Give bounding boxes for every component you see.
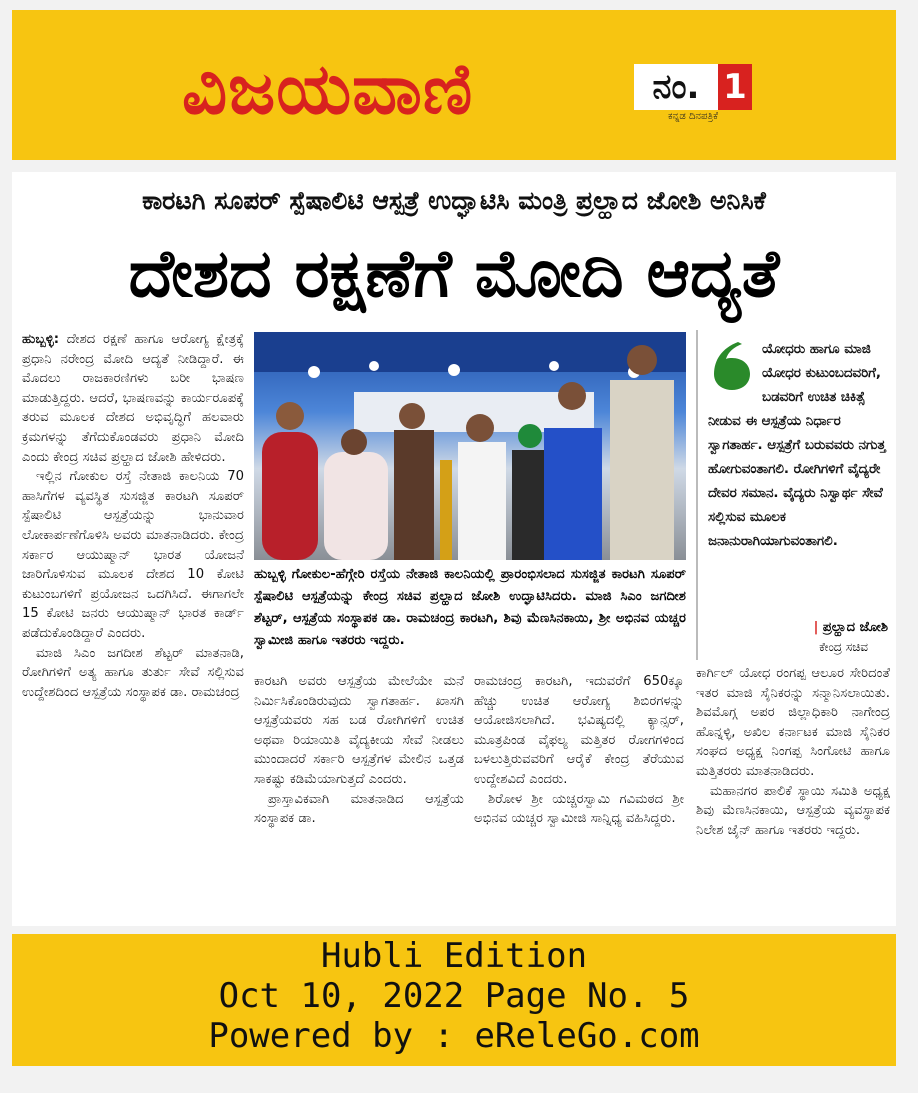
col1-para-2: ಇಲ್ಲಿನ ಗೋಕುಲ ರಸ್ತೆ ನೇತಾಜಿ ಕಾಲನಿಯ 70 ಹಾಸಿಗೆಗಳ ವ್ಯವಸ್ಥಿತ ಸುಸಜ್ಜಿತ ಕಾರಟಗಿ ಸೂಪರ್ ಸ್ಪೆಷಾಲಿಟಿ ಆಸ್ಪತ್ರೆಯನ್ನು ಭಾನುವಾರ ಲೋಕಾರ್ಪಣೆಗೊಳಿಸಿ ಅವರು ಮಾತನಾಡಿದರು. ಕೇಂದ್ರ ಸರ್ಕಾರ ಆಯುಷ್ಮಾನ್ ಭಾರತ ಯೋಜನೆ ಜಾರಿಗೊಳಿಸುವ ಮೂಲಕ ದೇಶದ 10 ಕೋಟಿ ಕುಟುಂಬಗಳಿಗೆ ಪ್ರಯೋಜನ ಒದಗಿಸಿದೆ. ಈಗಾಗಲೇ 15 ಕೋಟಿ ಜನರು ಆಯುಷ್ಮಾನ್ ಭಾರತ ಕಾರ್ಡ್ ಪಡೆದುಕೊಂಡಿದ್ದಾರೆ ಎಂದರು.	[22, 469, 244, 641]
event-photo	[254, 332, 686, 560]
powered-by: Powered by : eReleGo.com	[208, 1016, 700, 1056]
col4-para-1: ಕಾರ್ಗಿಲ್ ಯೋಧ ರಂಗಪ್ಪ ಆಲೂರ ಸೇರಿದಂತೆ ಇತರ ಮಾಜಿ ಸೈನಿಕರನ್ನು ಸನ್ಮಾನಿಸಲಾಯಿತು. ಶಿವಮೊಗ್ಗ ಅಪರ ಜಿಲ್ಲಾಧಿಕಾರಿ ನಾಗೇಂದ್ರ ಹೊನ್ನಳ್ಳಿ, ಅಖಿಲ ಕರ್ನಾಟಕ ಮಾಜಿ ಸೈನಿಕರ ಸಂಘದ ಅಧ್ಯಕ್ಷ ನಿಂಗಪ್ಪ ಸಿಂಗೋಟಿ ಹಾಗೂ ಮತ್ತಿತರರು ಮಾತನಾಡಿದರು.	[696, 666, 890, 779]
col3-para-1: ರಾಮಚಂದ್ರ ಕಾರಟಗಿ, ಇದುವರೆಗೆ 650ಕ್ಕೂ ಹೆಚ್ಚು ಉಚಿತ ಆರೋಗ್ಯ ಶಿಬಿರಗಳನ್ನು ಆಯೋಜಿಸಲಾಗಿದೆ. ಭವಿಷ್ಯದಲ್ಲಿ ಕ್ಯಾನ್ಸರ್, ಮೂತ್ರಪಿಂಡ ವೈಫಲ್ಯ ಮತ್ತಿತರ ರೋಗಗಳಿಂದ ಬಳಲುತ್ತಿರುವವರಿಗೆ ಆರೈಕೆ ಕೇಂದ್ರ ತೆರೆಯುವ ಉದ್ದೇಶವಿದೆ ಎಂದರು.	[474, 674, 684, 787]
col1-para-1: ದೇಶದ ರಕ್ಷಣೆ ಹಾಗೂ ಆರೋಗ್ಯ ಕ್ಷೇತ್ರಕ್ಕೆ ಪ್ರಧಾನಿ ನರೇಂದ್ರ ಮೋದಿ ಆದ್ಯತೆ ನೀಡಿದ್ದಾರೆ. ಈ ಮೊದಲು ರಾಜಕಾರಣಿಗಳು ಬರೀ ಭಾಷಣ ಮಾಡುತ್ತಿದ್ದರು. ಆದರೆ, ಭಾಷಣವನ್ನು ಕಾರ್ಯರೂಪಕ್ಕೆ ತರುವ ಮೂಲಕ ದೇಶದ ಅಭಿವೃದ್ಧಿಗೆ ಹಲವಾರು ಕ್ರಮಗಳನ್ನು ತೆಗೆದುಕೊಂಡವರು ಪ್ರಧಾನಿ ಮೋದಿ ಎಂದು ಕೇಂದ್ರ ಸಚಿವ ಪ್ರಲ್ಹಾದ ಜೋಶಿ ಹೇಳಿದರು.	[22, 332, 244, 465]
photo-caption: ಹುಬ್ಬಳ್ಳಿ ಗೋಕುಲ-ಹೆಗ್ಗೇರಿ ರಸ್ತೆಯ ನೇತಾಜಿ ಕಾಲನಿಯಲ್ಲಿ ಪ್ರಾರಂಭಿಸಲಾದ ಸುಸಜ್ಜಿತ ಕಾರಟಗಿ ಸೂಪರ್ ಸ್ಪೆಷಾಲಿಟಿ ಆಸ್ಪತ್ರೆಯನ್ನು ಕೇಂದ್ರ ಸಚಿವ ಪ್ರಲ್ಹಾದ ಜೋಶಿ ಉದ್ಘಾಟಿಸಿದರು. ಮಾಜಿ ಸಿಎಂ ಜಗದೀಶ ಶೆಟ್ಟರ್, ಆಸ್ಪತ್ರೆಯ ಸಂಸ್ಥಾಪಕ ಡಾ. ರಾಮಚಂದ್ರ ಕಾರಟಗಿ, ಶಿವು ಮೆಣಸಿನಕಾಯಿ, ಶ್ರೀ ಅಭಿನವ ಯಚ್ಚರ ಸ್ವಾಮೀಜಿ ಹಾಗೂ ಇತರರು ಇದ್ದರು.	[254, 567, 686, 648]
masthead-title: ವಿಜಯವಾಣಿ	[182, 48, 474, 130]
pull-quote-text: ಯೋಧರು ಹಾಗೂ ಮಾಜಿ ಯೋಧರ ಕುಟುಂಬದವರಿಗೆ, ಬಡವರಿಗೆ ಉಚಿತ ಚಿಕಿತ್ಸೆ ನೀಡುವ ಈ ಆಸ್ಪತ್ರೆಯ ನಿರ್ಧಾರ ಸ್ವಾಗತಾರ್ಹ. ಆಸ್ಪತ್ರೆಗೆ ಬರುವವರು ನಗುತ್ತ ಹೋಗುವಂತಾಗಲಿ. ರೋಗಿಗಳಿಗೆ ವೈದ್ಯರೇ ದೇವರ ಸಮಾನ. ವೈದ್ಯರು ನಿಸ್ವಾರ್ಥ ಸೇವೆ ಸಲ್ಲಿಸುವ ಮೂಲಕ ಜನಾನುರಾಗಿಯಾಗುವಂತಾಗಲಿ.	[708, 338, 892, 554]
badge-subtitle: ಕನ್ನಡ ದಿನಪತ್ರಿಕೆ	[667, 111, 718, 122]
article-column-1	[22, 330, 244, 702]
article-column-2	[254, 672, 464, 829]
badge-no: ನಂ.	[634, 64, 718, 110]
pull-quote-role: ಕೇಂದ್ರ ಸಚಿವ	[819, 640, 868, 654]
quote-mark-icon	[708, 338, 758, 392]
dateline: ಹುಬ್ಬಳ್ಳಿ:	[22, 332, 60, 347]
edition-name: Hubli Edition	[320, 936, 588, 976]
masthead-band	[12, 10, 896, 160]
article-kicker: ಕಾರಟಗಿ ಸೂಪರ್ ಸ್ಪೆಷಾಲಿಟಿ ಆಸ್ಪತ್ರೆ ಉದ್ಘಾಟಿಸಿ ಮಂತ್ರಿ ಪ್ರಲ್ಹಾದ ಜೋಶಿ ಅನಿಸಿಕೆ	[142, 186, 766, 215]
pull-quote	[696, 330, 896, 660]
col4-para-2: ಮಹಾನಗರ ಪಾಲಿಕೆ ಸ್ಥಾಯಿ ಸಮಿತಿ ಅಧ್ಯಕ್ಷ ಶಿವು ಮೆಣಸಿನಕಾಯಿ, ಆಸ್ಪತ್ರೆಯ ವ್ಯವಸ್ಥಾಪಕ ನಿಲೇಶ ಜೈನ್ ಹಾಗೂ ಇತರರು ಇದ್ದರು.	[696, 783, 890, 838]
article-column-4	[696, 664, 890, 840]
edition-date-page: Oct 10, 2022 Page No. 5	[218, 976, 690, 1016]
pull-quote-author	[698, 620, 888, 635]
article-column-3	[474, 672, 684, 829]
newspaper-page	[12, 172, 896, 926]
number-one-badge	[634, 64, 752, 124]
col1-para-3: ಮಾಜಿ ಸಿಎಂ ಜಗದೀಶ ಶೆಟ್ಟರ್ ಮಾತನಾಡಿ, ರೋಗಿಗಳಿಗೆ ಅತ್ಯ ಹಾಗೂ ತುರ್ತು ಸೇವೆ ಸಲ್ಲಿಸುವ ಉದ್ದೇಶದಿಂದ ಆಸ್ಪತ್ರೆಯ ಸಂಸ್ಥಾಪಕ ಡಾ. ರಾಮಚಂದ್ರ	[22, 645, 244, 700]
col2-para-2: ಪ್ರಾಸ್ತಾವಿಕವಾಗಿ ಮಾತನಾಡಿದ ಆಸ್ಪತ್ರೆಯ ಸಂಸ್ಥಾಪಕ ಡಾ.	[254, 791, 464, 827]
col3-para-2: ಶಿರೋಳ ಶ್ರೀ ಯಚ್ಚರಸ್ವಾಮಿ ಗವಿಮಠದ ಶ್ರೀ ಅಭಿನವ ಯಚ್ಚರ ಸ್ವಾಮೀಜಿ ಸಾನ್ನಿಧ್ಯ ವಹಿಸಿದ್ದರು.	[474, 791, 684, 827]
pull-quote-author-name: ಪ್ರಲ್ಹಾದ ಜೋಶಿ	[822, 620, 888, 635]
col2-para-1: ಕಾರಟಗಿ ಅವರು ಆಸ್ಪತ್ರೆಯ ಮೇಲೆಯೇ ಮನೆ ನಿರ್ಮಿಸಿಕೊಂಡಿರುವುದು ಸ್ವಾಗತಾರ್ಹ. ಖಾಸಗಿ ಆಸ್ಪತ್ರೆಯವರು ಸಹ ಬಡ ರೋಗಿಗಳಿಗೆ ಉಚಿತ ಅಥವಾ ರಿಯಾಯಿತಿ ವೈದ್ಯಕೀಯ ಸೇವೆ ನೀಡಲು ಮುಂದಾದರೆ ಸರ್ಕಾರಿ ಆಸ್ಪತ್ರೆಗಳ ಮೇಲಿನ ಒತ್ತಡ ಸಾಕಷ್ಟು ಕಡಿಮೆಯಾಗುತ್ತದೆ ಎಂದರು.	[254, 674, 464, 787]
article-headline: ದೇಶದ ರಕ್ಷಣೆಗೆ ಮೋದಿ ಆದ್ಯತೆ	[128, 235, 780, 312]
badge-one: 1	[718, 64, 752, 110]
pull-quote-bar: |	[813, 620, 819, 635]
edition-footer	[12, 934, 896, 1066]
